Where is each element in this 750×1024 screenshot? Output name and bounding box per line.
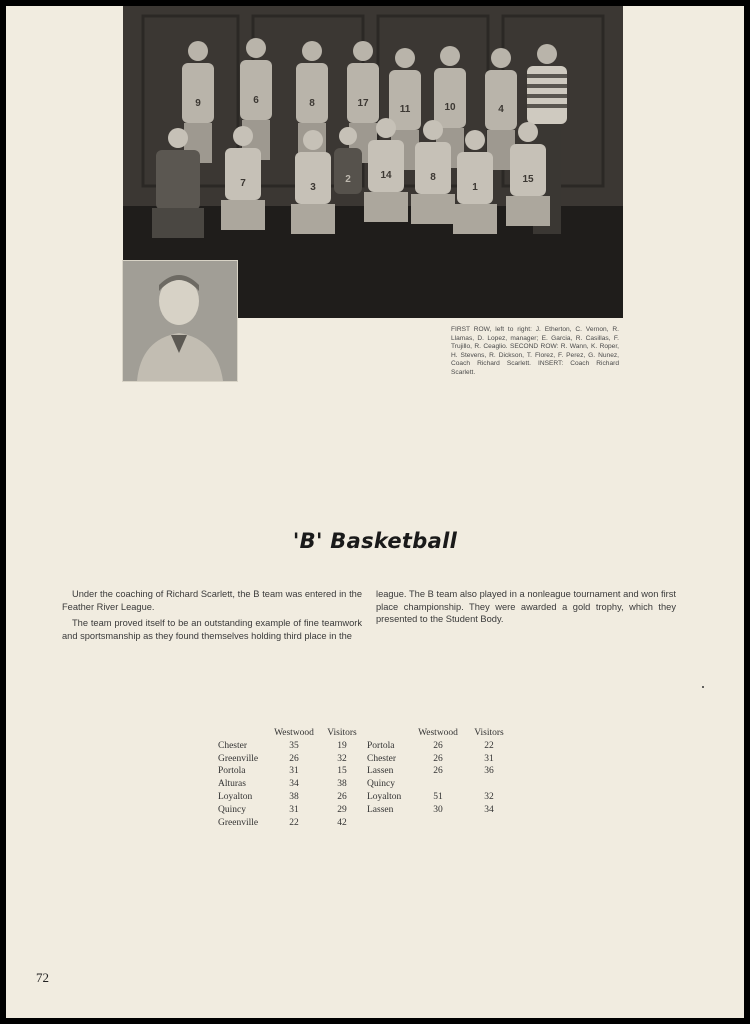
score-row (218, 753, 366, 766)
score-row (367, 765, 515, 778)
page-title: 'B' Basketball (292, 529, 458, 553)
article-paragraph: The team proved itself to be an outstanding example of fine teamwork and sportsmanship as they found themselves holding third place in the (62, 618, 362, 641)
jersey-number: 14 (380, 170, 392, 181)
yearbook-page (6, 6, 744, 1018)
score-row (367, 740, 515, 753)
jersey-number: 17 (357, 98, 369, 109)
score-row (218, 765, 366, 778)
score-row (367, 791, 515, 804)
score-header-row (367, 727, 515, 740)
visitors-header: Visitors (327, 728, 357, 738)
opponent-cell: Lassen (367, 766, 394, 777)
visitors-header: Visitors (474, 728, 504, 738)
westwood-score-cell: 34 (289, 779, 299, 790)
jersey-number: 15 (522, 174, 534, 185)
opponent-cell: Quincy (367, 779, 395, 790)
jersey-number: 9 (195, 98, 201, 109)
westwood-score-cell: 26 (433, 740, 443, 751)
westwood-score-cell: 31 (289, 766, 299, 777)
score-row (218, 740, 366, 753)
opponent-cell: Chester (218, 740, 248, 751)
article-paragraph-continued: league. The B team also played in a nonleague tournament and won first place championship. They were awarded a gold trophy, which they presented to the Student Body. (376, 589, 676, 624)
jersey-number: 4 (498, 104, 504, 115)
jersey-number: 6 (253, 95, 259, 106)
article-column-right (376, 588, 676, 630)
jersey-number: 7 (240, 178, 246, 189)
score-row (218, 817, 366, 830)
westwood-score-cell (413, 778, 463, 791)
score-table-left (218, 727, 366, 829)
westwood-score-cell: 22 (289, 817, 299, 828)
westwood-header: Westwood (274, 728, 314, 738)
visitors-score-cell: 32 (484, 791, 494, 802)
visitors-score-cell: 36 (484, 766, 494, 777)
jersey-number: 11 (399, 104, 411, 115)
jersey-number: 8 (309, 98, 315, 109)
visitors-score-cell: 42 (337, 817, 347, 828)
opponent-cell: Alturas (218, 779, 246, 790)
visitors-score-cell: 26 (337, 791, 347, 802)
westwood-score-cell: 51 (433, 791, 443, 802)
visitors-score-cell: 32 (337, 753, 347, 764)
score-table-right (367, 727, 515, 817)
opponent-cell: Loyalton (367, 791, 402, 802)
print-speck (702, 686, 704, 688)
visitors-score-cell: 29 (337, 804, 347, 815)
opponent-cell: Loyalton (218, 791, 253, 802)
opponent-cell: Greenville (218, 817, 259, 828)
westwood-score-cell: 26 (289, 753, 299, 764)
score-row (218, 791, 366, 804)
article-column-left (62, 588, 362, 646)
score-header-row (218, 727, 366, 740)
jersey-number: 1 (472, 182, 478, 193)
coach-portrait-illustration (123, 261, 237, 381)
jersey-number: 8 (430, 172, 436, 183)
visitors-score-cell: 19 (337, 740, 347, 751)
score-row (367, 753, 515, 766)
westwood-score-cell: 26 (433, 766, 443, 777)
westwood-score-cell: 26 (433, 753, 443, 764)
score-row (218, 804, 366, 817)
westwood-score-cell: 35 (289, 740, 299, 751)
score-row (367, 778, 515, 791)
jersey-number: 3 (310, 182, 316, 193)
page-number: 72 (36, 970, 49, 985)
westwood-score-cell: 30 (433, 804, 443, 815)
opponent-cell: Greenville (218, 753, 259, 764)
visitors-score-cell: 15 (337, 766, 347, 777)
westwood-header: Westwood (418, 728, 458, 738)
opponent-cell: Quincy (218, 804, 246, 815)
score-row (218, 778, 366, 791)
opponent-cell: Portola (218, 766, 246, 777)
photo-caption: FIRST ROW, left to right: J. Etherton, C. Vernon, R. Llamas, D. Lopez, manager; E. Garcia, R. Casillas, F. Trujillo, R. Ceaglio. SECOND ROW: R. Wann, K. Roper, H. Stevens, R. Dickson, T. Florez, F. Perez, G. Nunez, Coach Richard Scarlett. INSERT: Coach Richard Scarlett. (451, 326, 619, 376)
jersey-number: 10 (444, 102, 456, 113)
visitors-score-cell: 22 (484, 740, 494, 751)
visitors-score-cell: 31 (484, 753, 494, 764)
visitors-score-cell (463, 778, 515, 791)
opponent-cell: Portola (367, 740, 395, 751)
score-row (367, 804, 515, 817)
visitors-score-cell: 38 (337, 779, 347, 790)
opponent-cell: Chester (367, 753, 397, 764)
coach-photo (122, 260, 238, 382)
article-paragraph: Under the coaching of Richard Scarlett, the B team was entered in the Feather River League. (62, 589, 362, 612)
westwood-score-cell: 38 (289, 791, 299, 802)
visitors-score-cell: 34 (484, 804, 494, 815)
jersey-number: 2 (345, 174, 351, 185)
westwood-score-cell: 31 (289, 804, 299, 815)
opponent-cell: Lassen (367, 804, 394, 815)
